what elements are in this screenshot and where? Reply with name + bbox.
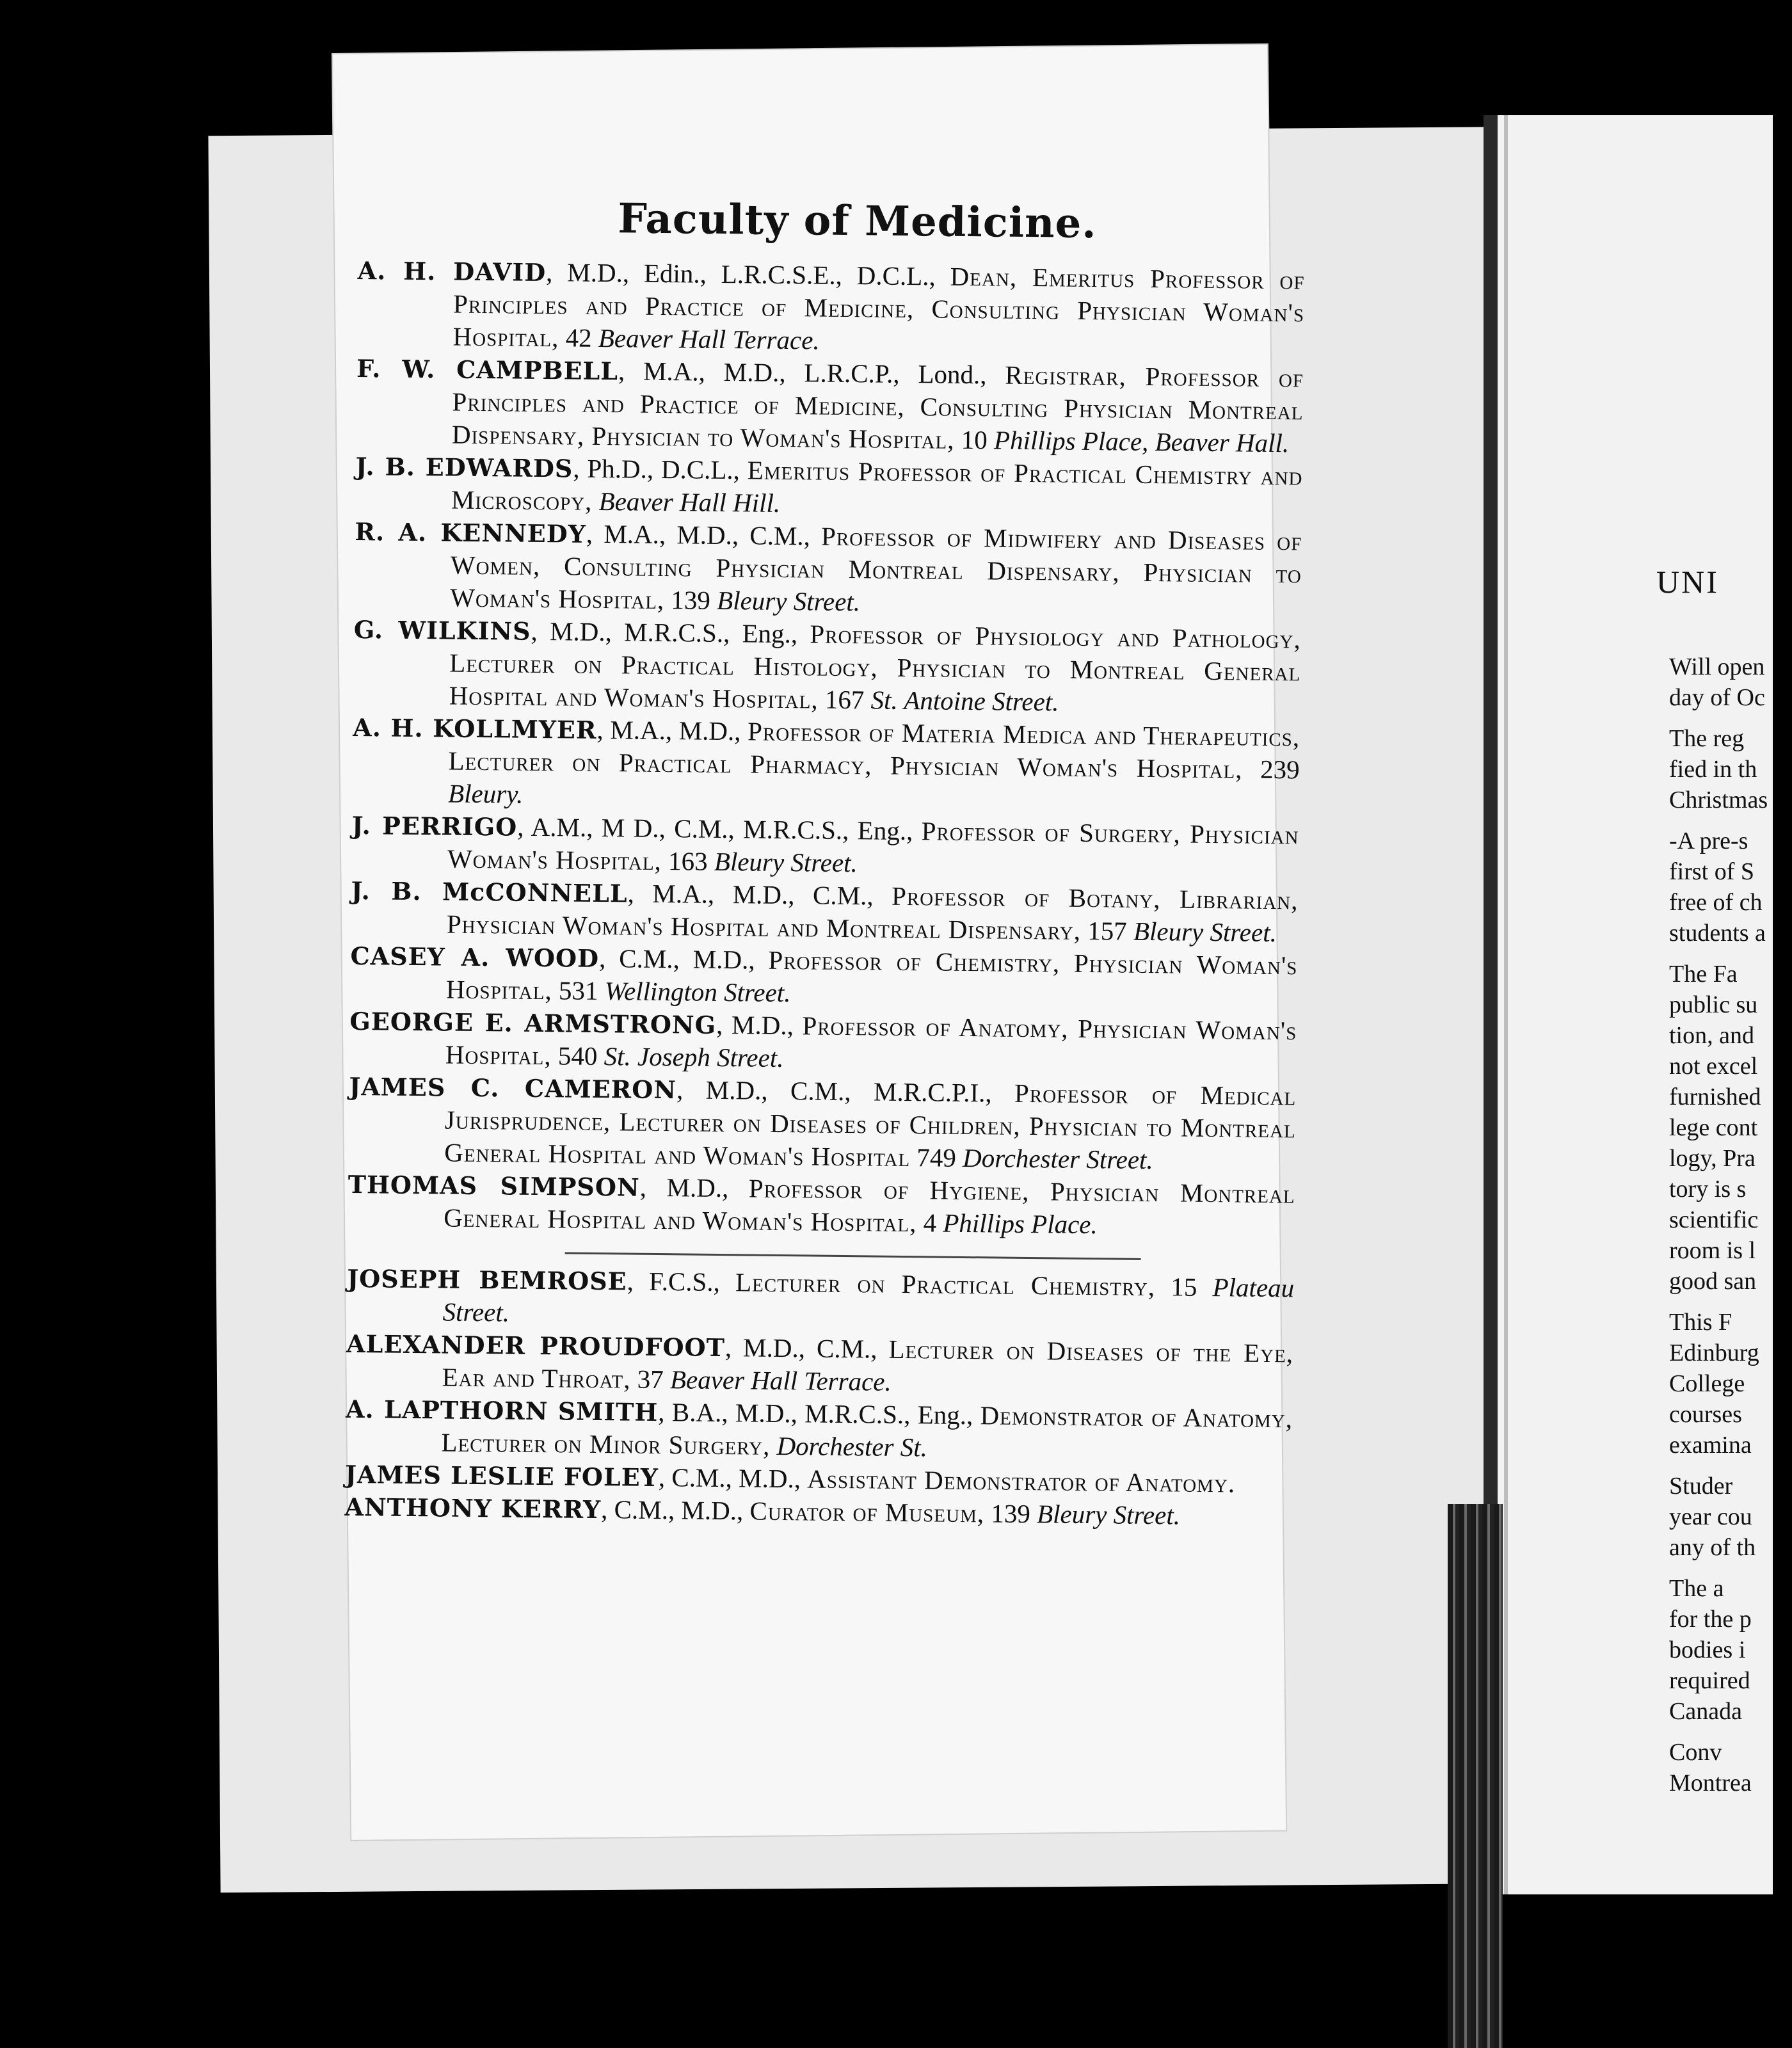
- position-title: Professor of Botany, Librarian, Physician Woman's Hospital and Montreal Dispensary,: [446, 881, 1299, 945]
- address-number: 167: [818, 684, 871, 715]
- right-page-line: Canada: [1669, 1698, 1742, 1725]
- address: St. Joseph Street.: [604, 1041, 784, 1073]
- address: Dorchester Street.: [962, 1142, 1153, 1175]
- address-number: 4: [916, 1208, 943, 1238]
- position-title: Registrar, Professor of Principles and Practice of Medicine, Consulting Physician Montreal Dispensary, Physician to Woman's Hospital,: [451, 360, 1304, 454]
- position-title: Lecturer on Diseases of the Eye, Ear and Throat,: [442, 1334, 1294, 1394]
- person-name: CASEY A. WOOD: [350, 941, 600, 973]
- address: Plateau Street.: [442, 1272, 1295, 1327]
- address-number: 15: [1155, 1272, 1213, 1302]
- faculty-entry: [351, 809, 1299, 884]
- right-page-line: This F: [1669, 1309, 1732, 1336]
- lecturer-entries: [344, 1262, 1294, 1533]
- person-name: ANTHONY KERRY: [344, 1492, 602, 1524]
- faculty-entries: [348, 254, 1305, 1243]
- faculty-entry: [349, 1005, 1297, 1080]
- credentials: , M.D., Edin., L.R.C.S.E., D.C.L.,: [545, 257, 950, 291]
- address-number: 42: [559, 323, 599, 353]
- right-page-line: Edinburg: [1669, 1340, 1759, 1366]
- right-page-line: not excel: [1669, 1053, 1758, 1080]
- position-title: Professor of Medical Jurisprudence, Lecturer on Diseases of Children, Physician to Montreal General Hospital and Woman's Hospital: [444, 1078, 1297, 1172]
- credentials: , M.A., M.D., L.R.C.P., Lond.,: [618, 356, 1005, 390]
- address: Wellington Street.: [604, 976, 791, 1008]
- gutter-highlight: [1504, 115, 1508, 1894]
- address: Beaver Hall Terrace.: [598, 323, 820, 355]
- right-page-line: College: [1669, 1370, 1745, 1397]
- address: Beaver Hall Hill.: [598, 486, 781, 518]
- right-page-line: good san: [1669, 1268, 1757, 1295]
- position-title: Professor of Chemistry, Physician Woman's Hospital,: [445, 945, 1298, 1005]
- right-page-line: Christmas: [1669, 787, 1768, 813]
- credentials: , B.A., M.D., M.R.C.S., Eng.,: [658, 1397, 980, 1430]
- person-name: J. B. McCONNELL: [351, 876, 628, 908]
- faculty-entry: [348, 1168, 1295, 1243]
- right-page-line: scientific: [1669, 1206, 1759, 1233]
- right-page-line: tion, and: [1669, 1022, 1754, 1049]
- position-title: Curator of Museum,: [749, 1496, 985, 1528]
- person-name: G. WILKINS: [353, 614, 531, 646]
- right-page-line: room is l: [1669, 1237, 1756, 1264]
- right-page-line: The reg: [1669, 725, 1745, 752]
- address-number: 37: [630, 1364, 671, 1395]
- right-page-line: students a: [1669, 920, 1766, 947]
- credentials: , C.M., M.D.,: [600, 1494, 750, 1526]
- address: Beaver Hall Terrace.: [669, 1364, 892, 1396]
- right-page-line: year cou: [1669, 1503, 1752, 1530]
- person-name: A. H. KOLLMYER: [353, 712, 597, 744]
- right-page-line: furnished: [1669, 1084, 1761, 1110]
- credentials: , C.M., M.D.,: [598, 943, 769, 975]
- right-page-line: fied in th: [1669, 756, 1757, 783]
- right-page-line: public su: [1669, 991, 1758, 1018]
- address: Bleury Street.: [716, 585, 861, 617]
- lecturer-entry: [346, 1327, 1293, 1402]
- address-number: [592, 486, 599, 516]
- faculty-entry: [350, 940, 1298, 1014]
- address-number: 531: [552, 975, 605, 1006]
- faculty-entry: [353, 613, 1302, 721]
- position-title: Professor of Anatomy, Physician Woman's Hospital,: [445, 1011, 1297, 1071]
- credentials: , F.C.S.,: [627, 1266, 736, 1297]
- position-title: Professor of Physiology and Pathology, Lecturer on Practical Histology, Physician to Montreal General Hospital and Woman's Hospital,: [449, 619, 1302, 714]
- position-title: Emeritus Professor of Practical Chemistry and Microscopy,: [451, 455, 1303, 516]
- page-heading: Faculty of Medicine.: [618, 195, 1098, 248]
- scan-border: [1773, 115, 1792, 2048]
- credentials: , M.D.,: [639, 1172, 749, 1203]
- right-page-line: courses: [1669, 1401, 1742, 1428]
- position-title: Dean, Emeritus Professor of Principles and Practice of Medicine, Consulting Physician Woman's Hospital,: [452, 261, 1305, 353]
- address-number: 239: [1242, 754, 1300, 785]
- address-number: 157: [1080, 915, 1134, 946]
- person-name: JOSEPH BEMROSE: [346, 1263, 627, 1296]
- credentials: , A.M., M D., C.M., M.R.C.S., Eng.,: [517, 812, 922, 846]
- person-name: A. LAPTHORN SMITH: [345, 1394, 659, 1427]
- address-number: 139: [664, 585, 717, 615]
- position-title: Professor of Midwifery and Diseases of Women, Consulting Physician Montreal Dispensary, Physician to Woman's Hospital,: [450, 521, 1302, 615]
- person-name: R. A. KENNEDY: [355, 516, 587, 548]
- credentials: , M.D.,: [716, 1009, 803, 1041]
- credentials: , M.D., C.M., M.R.C.P.I.,: [676, 1075, 1015, 1108]
- right-page-line: Studer: [1669, 1473, 1733, 1500]
- credentials: , M.A., M.D., C.M.,: [586, 518, 822, 551]
- address: Phillips Place, Beaver Hall.: [993, 425, 1290, 458]
- credentials: , M.A., M.D.,: [596, 714, 748, 746]
- faculty-entry: [351, 874, 1299, 949]
- right-page-line: lege cont: [1669, 1114, 1758, 1141]
- person-name: GEORGE E. ARMSTRONG: [349, 1006, 717, 1039]
- right-page-line: logy, Pra: [1669, 1145, 1756, 1172]
- lecturer-entry: [346, 1262, 1294, 1337]
- credentials: , M.D., C.M.,: [724, 1332, 889, 1364]
- right-page-line: Montrea: [1669, 1770, 1752, 1796]
- person-name: ALEXANDER PROUDFOOT: [346, 1329, 726, 1363]
- faculty-entry: [352, 711, 1300, 819]
- position-title: Professor of Materia Medica and Therapeutics, Lecturer on Practical Pharmacy, Physician Woman's Hospital,: [448, 716, 1300, 784]
- credentials: , Ph.D., D.C.L.,: [573, 453, 748, 485]
- faculty-entry: [356, 254, 1305, 362]
- person-name: J. PERRIGO: [351, 810, 518, 842]
- person-name: F. W. CAMPBELL: [356, 353, 619, 386]
- right-page-heading: UNI: [1656, 564, 1719, 600]
- right-page-line: first of S: [1669, 858, 1754, 885]
- person-name: JAMES LESLIE FOLEY: [344, 1459, 659, 1492]
- address: Bleury Street.: [1036, 1499, 1181, 1530]
- right-page-line: The Fa: [1669, 961, 1738, 988]
- right-page-line: day of Oc: [1669, 684, 1765, 711]
- right-page-line: Conv: [1669, 1739, 1722, 1766]
- credentials: , M.A., M.D., C.M.,: [627, 878, 892, 911]
- right-page-line: -A pre-s: [1669, 828, 1748, 854]
- right-page-line: any of th: [1669, 1534, 1756, 1561]
- address: Bleury.: [447, 778, 524, 809]
- right-page-line: required: [1669, 1667, 1750, 1694]
- right-page-line: bodies i: [1669, 1636, 1746, 1663]
- position-title: Assistant Demonstrator of Anatomy.: [806, 1464, 1236, 1498]
- faculty-listing: [344, 192, 1306, 1533]
- right-page-line: Will open: [1669, 653, 1765, 680]
- person-name: JAMES C. CAMERON: [349, 1071, 677, 1105]
- credentials: , M.D., M.R.C.S., Eng.,: [531, 616, 810, 649]
- position-title: Professor of Surgery, Physician Woman's Hospital,: [447, 816, 1299, 876]
- section-divider: [565, 1252, 1141, 1260]
- lecturer-entry: [345, 1393, 1293, 1468]
- person-name: J. B. EDWARDS: [355, 451, 573, 483]
- faculty-entry: [348, 1070, 1297, 1178]
- person-name: A. H. DAVID: [357, 255, 547, 287]
- faculty-entry: [356, 352, 1304, 460]
- address: Bleury Street.: [1133, 916, 1277, 948]
- address-number: 10: [954, 424, 995, 455]
- right-page-line: The a: [1669, 1575, 1724, 1602]
- address-number: 163: [661, 846, 715, 876]
- position-title: Demonstrator of Anatomy, Lecturer on Minor Surgery,: [441, 1400, 1293, 1460]
- faculty-entry: [355, 450, 1303, 525]
- person-name: THOMAS SIMPSON: [348, 1169, 640, 1202]
- address-number: 139: [984, 1498, 1037, 1529]
- position-title: Professor of Hygiene, Physician Montreal General Hospital and Woman's Hospital,: [443, 1173, 1295, 1238]
- right-page-line: for the p: [1669, 1606, 1752, 1633]
- right-page-line: examina: [1669, 1432, 1752, 1459]
- address: Dorchester St.: [776, 1430, 928, 1462]
- address-number: 540: [551, 1041, 604, 1071]
- credentials: , C.M., M.D.,: [658, 1462, 808, 1494]
- position-title: Lecturer on Practical Chemistry,: [735, 1267, 1156, 1302]
- right-page-line: tory is s: [1669, 1176, 1747, 1203]
- address: Phillips Place.: [943, 1208, 1098, 1240]
- address: St. Antoine Street.: [870, 685, 1059, 717]
- right-page-line: free of ch: [1669, 889, 1763, 916]
- faculty-entry: [354, 515, 1302, 623]
- address: Bleury Street.: [714, 846, 858, 878]
- binding-thread: [1448, 1504, 1503, 2048]
- address-number: 749: [909, 1142, 963, 1172]
- address-number: [770, 1431, 777, 1460]
